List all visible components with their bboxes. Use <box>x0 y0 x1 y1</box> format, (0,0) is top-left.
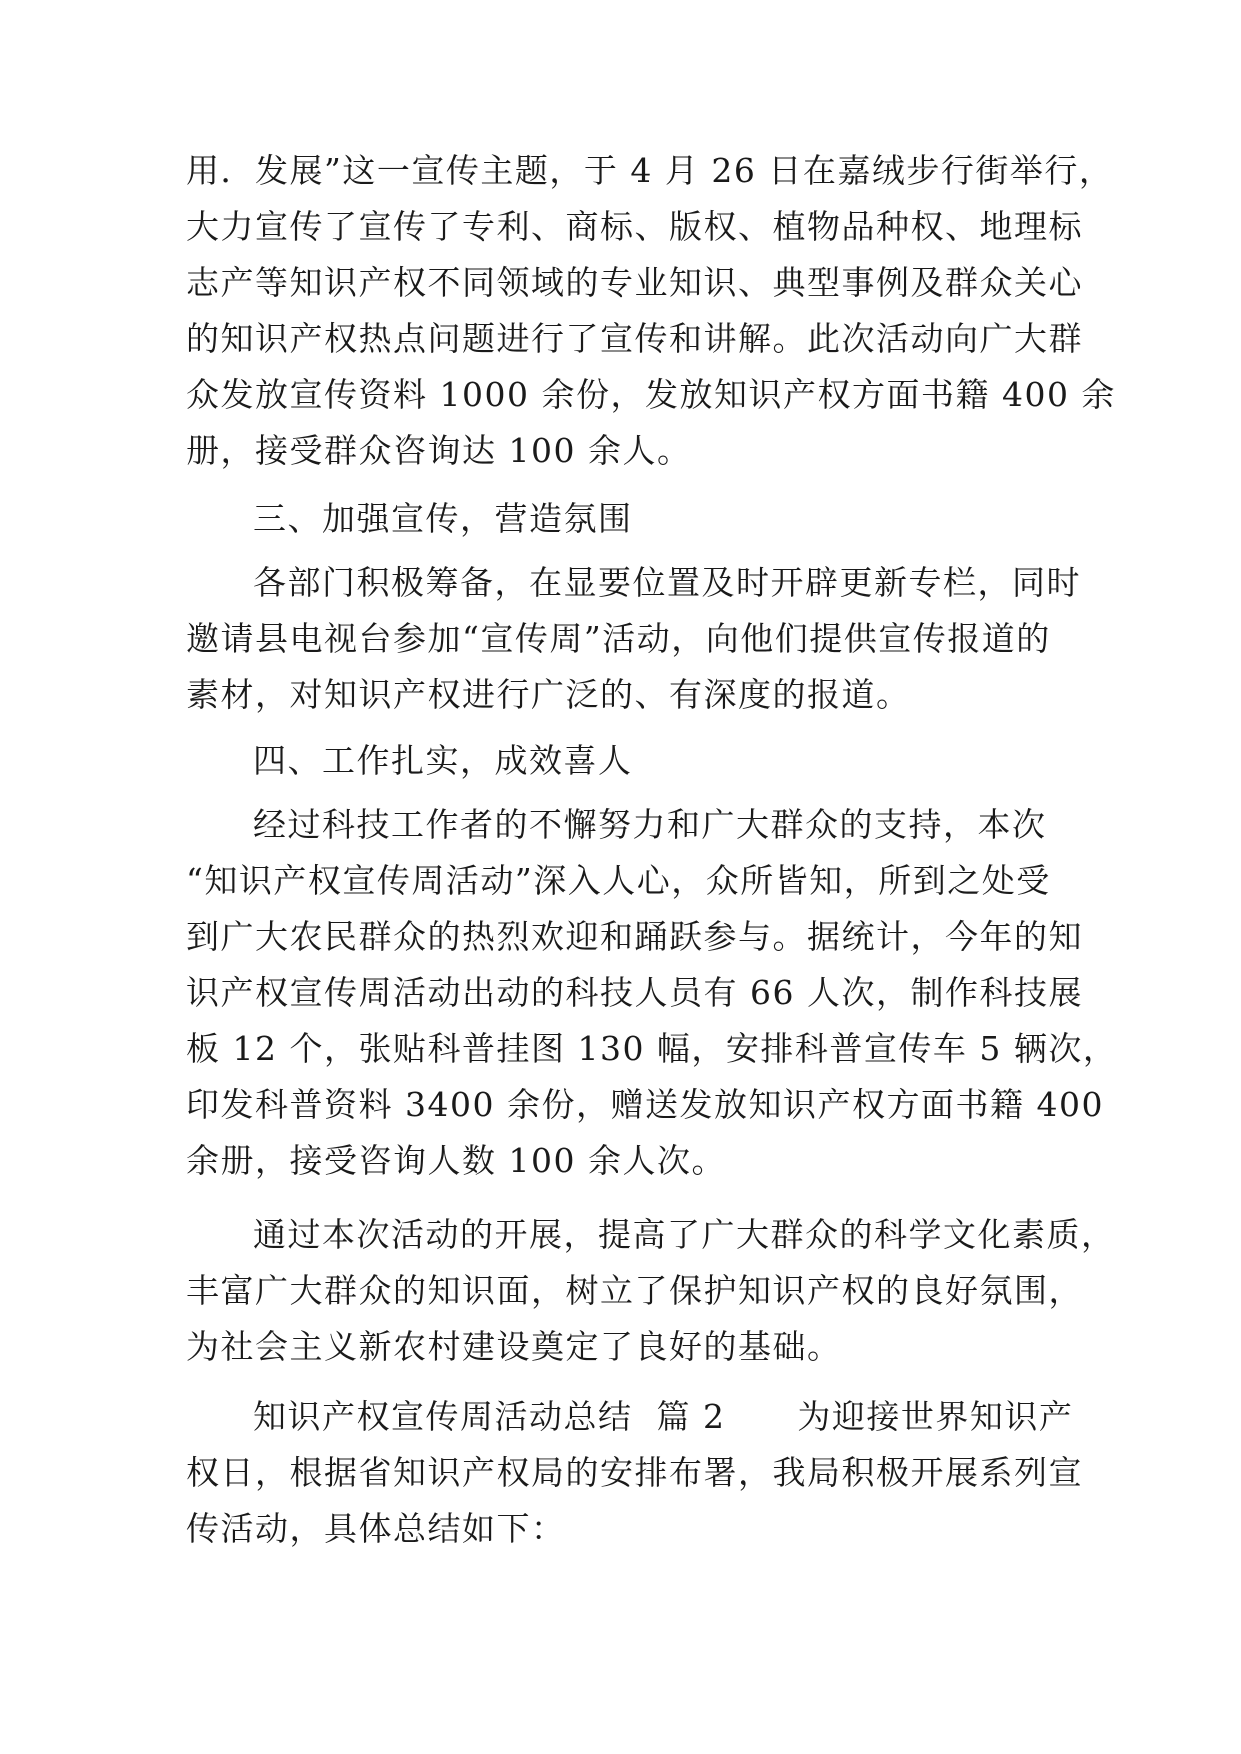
article-heading-line: 知识产权宣传周活动总结 篇 2 为迎接世界知识产 <box>253 1397 1074 1436</box>
body-text-line: 权日，根据省知识产权局的安排布署，我局积极开展系列宣 <box>186 1453 1083 1492</box>
body-text-line: 通过本次活动的开展，提高了广大群众的科学文化素质， <box>253 1215 1116 1254</box>
body-text-line: 册，接受群众咨询达 100 余人。 <box>186 431 692 470</box>
body-text-line: 到广大农民群众的热烈欢迎和踊跃参与。据统计，今年的知 <box>186 917 1083 956</box>
section-heading: 三、加强宣传，营造氛围 <box>253 499 633 538</box>
body-text-line: 余册，接受咨询人数 100 余人次。 <box>186 1141 726 1180</box>
body-text-line: 为社会主义新农村建设奠定了良好的基础。 <box>186 1327 842 1366</box>
body-text-line: 印发科普资料 3400 余份，赠送发放知识产权方面书籍 400 <box>186 1085 1104 1124</box>
body-text-line: 志产等知识产权不同领域的专业知识、典型事例及群众关心 <box>186 263 1083 302</box>
body-text-line: 各部门积极筹备，在显要位置及时开辟更新专栏，同时 <box>253 563 1081 602</box>
body-text-line: 大力宣传了宣传了专利、商标、版权、植物品种权、地理标 <box>186 207 1083 246</box>
body-text-line: 用．发展”这一宣传主题，于 4 月 26 日在嘉绒步行街举行， <box>186 151 1114 190</box>
body-text-line: 板 12 个，张贴科普挂图 130 幅，安排科普宣传车 5 辆次， <box>186 1029 1118 1068</box>
section-heading: 四、工作扎实，成效喜人 <box>253 741 633 780</box>
body-text-line: 的知识产权热点问题进行了宣传和讲解。此次活动向广大群 <box>186 319 1083 358</box>
body-text-line: 素材，对知识产权进行广泛的、有深度的报道。 <box>186 675 911 714</box>
body-text-line: “知识产权宣传周活动”深入人心，众所皆知，所到之处受 <box>186 861 1051 900</box>
body-text-line: 邀请县电视台参加“宣传周”活动，向他们提供宣传报道的 <box>186 619 1051 658</box>
body-text-line: 经过科技工作者的不懈努力和广大群众的支持，本次 <box>253 805 1047 844</box>
body-text-line: 丰富广大群众的知识面，树立了保护知识产权的良好氛围， <box>186 1271 1083 1310</box>
body-text-line: 众发放宣传资料 1000 余份，发放知识产权方面书籍 400 余 <box>186 375 1116 414</box>
body-text-line: 传活动，具体总结如下： <box>186 1509 566 1548</box>
body-text-line: 识产权宣传周活动出动的科技人员有 66 人次，制作科技展 <box>186 973 1083 1012</box>
